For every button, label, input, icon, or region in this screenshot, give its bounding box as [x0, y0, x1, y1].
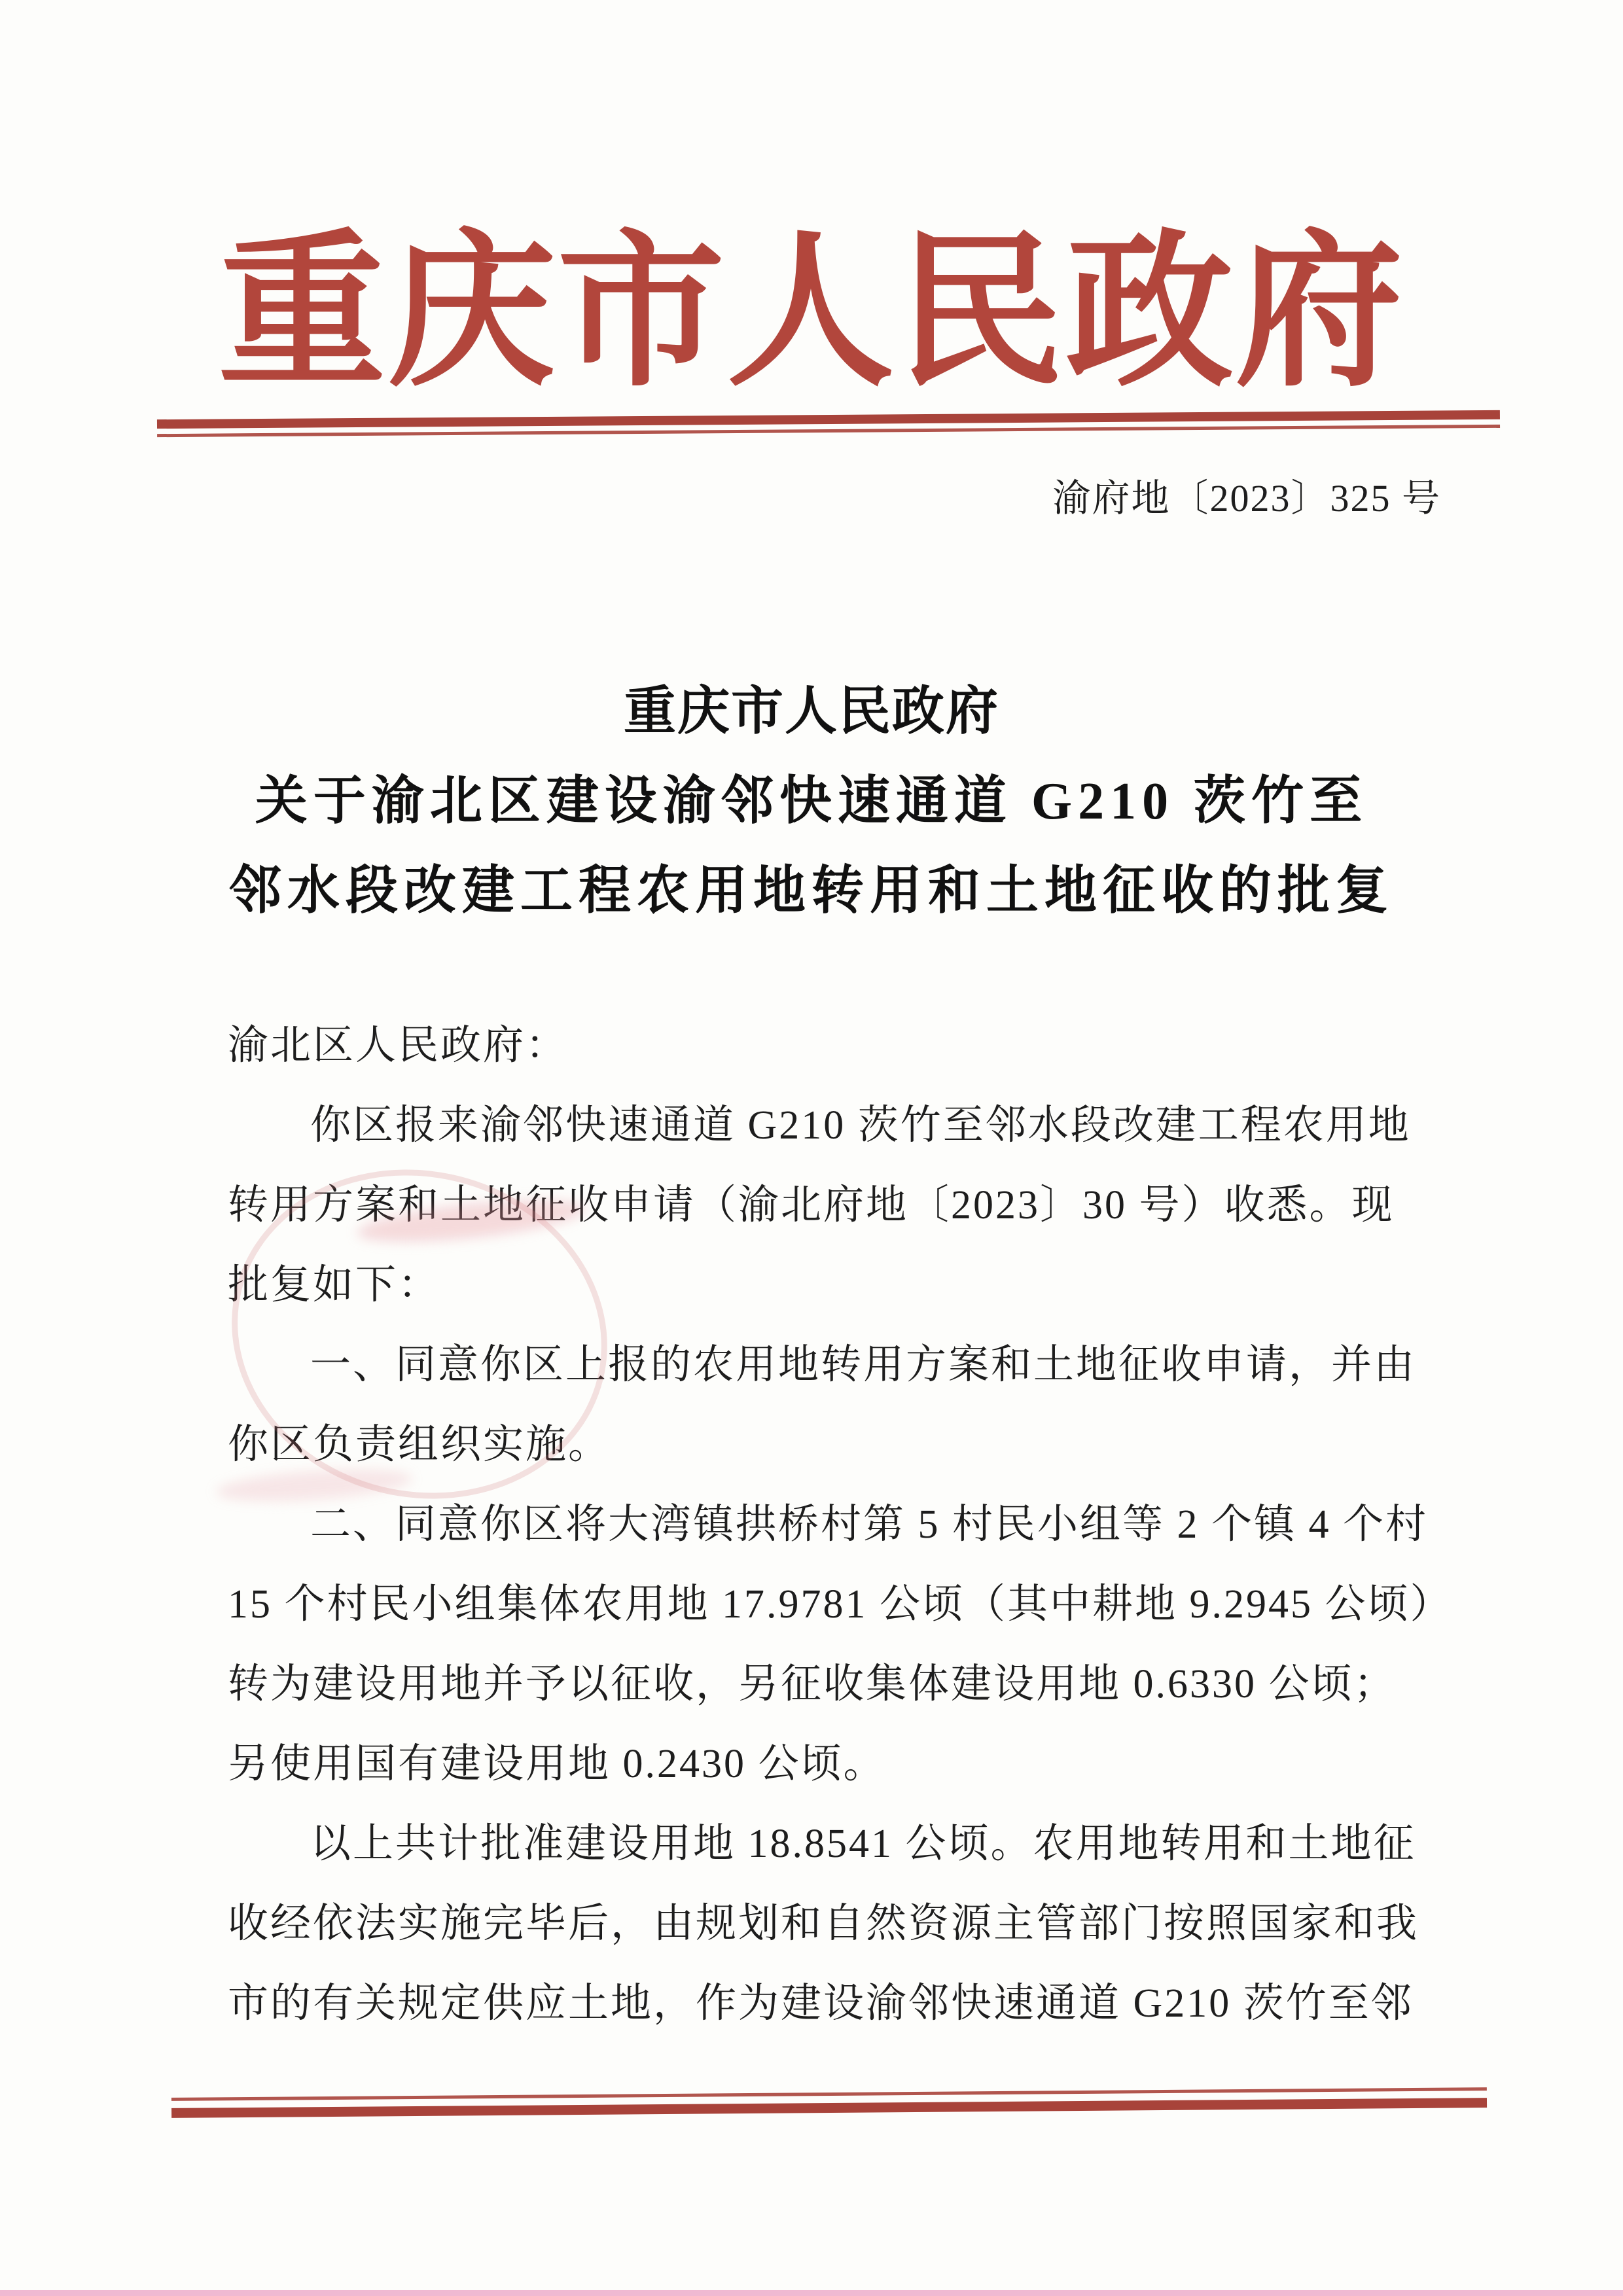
- salutation-line: 渝北区人民政府：: [228, 1023, 569, 1068]
- body-line: 市的有关规定供应土地，作为建设渝邻快速通道 G210 茨竹至邻: [228, 1981, 1414, 2026]
- body-line: 二、同意你区将大湾镇拱桥村第 5 村民小组等 2 个镇 4 个村: [310, 1502, 1429, 1547]
- doc-title-line-3: 邻水段改建工程农用地转用和土地征收的批复: [229, 862, 1394, 920]
- body-line: 15 个村民小组集体农用地 17.9781 公顷（其中耕地 9.2945 公顷）: [228, 1582, 1453, 1627]
- body-line: 转为建设用地并予以征收，另征收集体建设用地 0.6330 公顷；: [228, 1662, 1397, 1706]
- doc-body: [228, 1006, 1453, 2043]
- red-rule-bottom: [171, 2087, 1487, 2118]
- scan-edge-artifact: [0, 2290, 1623, 2296]
- body-line: 你区报来渝邻快速通道 G210 茨竹至邻水段改建工程农用地: [310, 1103, 1411, 1148]
- doc-title: [0, 667, 1623, 936]
- body-line: 批复如下：: [228, 1263, 441, 1307]
- body-line: 一、同意你区上报的农用地转用方案和土地征收申请，并由: [310, 1343, 1417, 1387]
- body-line: 转用方案和土地征收申请（渝北府地〔2023〕30 号）收悉。现: [228, 1183, 1395, 1227]
- doc-title-line-1: 重庆市人民政府: [624, 683, 999, 741]
- agency-masthead: 重庆市人民政府: [218, 221, 1405, 406]
- body-line: 收经依法实施完毕后，由规划和自然资源主管部门按照国家和我: [228, 1901, 1419, 1946]
- doc-title-line-2: 关于渝北区建设渝邻快速通道 G210 茨竹至: [255, 773, 1368, 830]
- body-line: 以上共计批准建设用地 18.8541 公顷。农用地转用和土地征: [310, 1822, 1416, 1866]
- body-line: 另使用国有建设用地 0.2430 公顷。: [228, 1742, 886, 1786]
- red-rule-top: [157, 410, 1500, 437]
- doc-number: 渝府地〔2023〕325 号: [1052, 477, 1441, 520]
- body-line: 你区负责组织实施。: [228, 1422, 611, 1467]
